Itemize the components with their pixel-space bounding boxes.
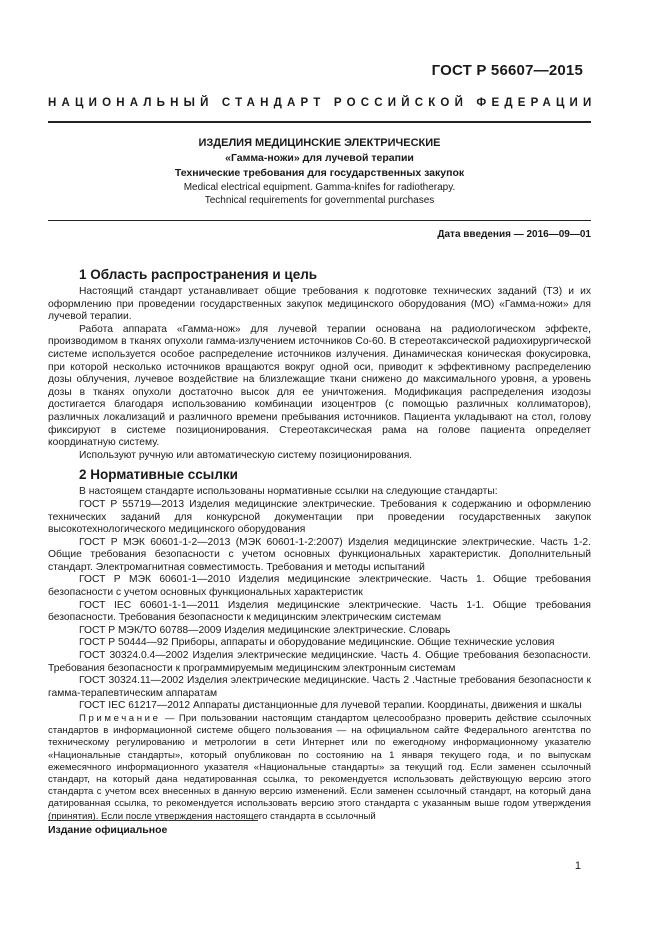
document-subtitle: «Гамма-ножи» для лучевой терапии	[225, 152, 414, 164]
reference-item: ГОСТ Р МЭК 60601-1-2—2013 (МЭК 60601-1-2:2007) Изделия медицинские электрические. Часть 1-2. Общие требования безопасности с учетом основных функциональных характеристик. Дополнительный стандарт. Электромагнитная совместимость. Требования и методы испытаний	[48, 536, 591, 573]
document-requirements-title: Технические требования для государственных закупок	[174, 167, 465, 179]
reference-item: ГОСТ Р 50444—92 Приборы, аппараты и оборудование медицинские. Общие технические условия	[79, 637, 555, 649]
title-rule	[48, 220, 591, 221]
note-label: Примечание	[79, 713, 161, 724]
english-title-line-2: Technical requirements for governmental purchases	[204, 195, 435, 206]
title-block	[48, 136, 591, 207]
reference-item: ГОСТ Р 55719—2013 Изделия медицинские электрические. Требования к содержанию и оформлению технических заданий для конкурсной документации при проведении государственных закупок высокотехнологического медицинского оборудования	[48, 498, 591, 536]
footer-rule	[48, 820, 258, 821]
paragraph: В настоящем стандарте использованы нормативные ссылки на следующие стандарты:	[79, 486, 498, 498]
standard-number: ГОСТ Р 56607—2015	[431, 62, 583, 79]
document-body	[48, 262, 591, 823]
national-standard-banner: НАЦИОНАЛЬНЫЙ СТАНДАРТ РОССИЙСКОЙ ФЕДЕРАЦИИ	[48, 97, 597, 109]
note-text: — При пользовании настоящим стандартом целесообразно проверить действие ссылочных стандартов в информационной системе общего пользования — на официальном сайте Федерального агентства по техническому регулированию и метрологии в сети Интернет или по ежегодному информационному указателю «Национальные стандарты», который опубликован по состоянию на 1 января текущего года, и по выпускам ежемесячного информационного указателя «Национальные стандарты» за текущий год. Если заменен ссылочный стандарт, на который дана недатированная ссылка, то рекомендуется использовать действующую версию этого стандарта с учетом всех внесенных в данную версию изменений. Если заменен ссылочный стандарт, на который дана датированная ссылка, то рекомендуется использовать версию этого стандарта с указанным выше годом утверждения (принятия). Если после утверждения настоящего стандарта в ссылочный	[48, 713, 591, 822]
section-1-heading: 1 Область распространения и цель	[79, 267, 318, 282]
paragraph: Используют ручную или автоматическую систему позиционирования.	[79, 449, 413, 461]
introduction-date: Дата введения — 2016—09—01	[437, 229, 591, 240]
note-paragraph	[48, 713, 591, 823]
paragraph: Работа аппарата «Гамма-нож» для лучевой терапии основана на радиологическом эффекте, производимом в тканях опухоли гамма-излучением источников Co-60. В стереотаксической радиохирургической системе используется особое распределение источников излучения. Динамическая коническая фокусировка, при которой несколько источников вращаются вокруг одной оси, приводит к эффективному распределению дозы облучения, лучевое воздействие на близлежащие ткани снижено до максимального уровня, а уровень дозы в тканях опухоли достаточно высок для ее уничтожения. Модификация распределения изодозы достигается благодаря использованию комбинации изоцентров (с помощью различных коллиматоров), различных локализаций и различного времени пребывания источников. Пациента укладывают на стол, голову фиксируют в системе позиционирования. Стереотаксическая рама на голове пациента определяет координатную систему.	[48, 323, 591, 449]
reference-item: ГОСТ 30324.0.4—2002 Изделия электрические медицинские. Часть 4. Общие требования безопасности. Требования безопасности к программируемым медицинским электронным системам	[48, 650, 591, 674]
reference-item: ГОСТ Р МЭК 60601-1—2010 Изделия медицинские электрические. Часть 1. Общие требования безопасности с учетом основных функциональных характеристик	[48, 574, 591, 599]
section-2-heading: 2 Нормативные ссылки	[79, 467, 238, 483]
reference-item: ГОСТ IEC 60601-1-1—2011 Изделия медицинские электрические. Часть 1-1. Общие требования безопасности. Требования безопасности к медицинским электрическим системам	[48, 599, 591, 624]
edition-label: Издание официальное	[48, 824, 168, 836]
paragraph: Настоящий стандарт устанавливает общие требования к подготовке технических заданий (ТЗ) и их оформлению при проведении государственных закупок медицинского оборудования (МО) «Гамма-ножи» для лучевой терапии.	[48, 286, 591, 323]
page-number: 1	[574, 860, 581, 872]
reference-item: ГОСТ IEC 61217—2012 Аппараты дистанционные для лучевой терапии. Координаты, движения и шкалы	[79, 700, 582, 712]
reference-item: ГОСТ 30324.11—2002 Изделия электрические медицинские. Часть 2 .Частные требования безопасности к гамма-терапевтическим аппаратам	[48, 675, 591, 699]
document-title: ИЗДЕЛИЯ МЕДИЦИНСКИЕ ЭЛЕКТРИЧЕСКИЕ	[198, 137, 441, 149]
header-rule	[48, 121, 591, 123]
english-title-line-1: Medical electrical equipment. Gamma-knifes for radiotherapy.	[183, 182, 456, 193]
reference-item: ГОСТ Р МЭК/ТО 60788—2009 Изделия медицинские электрические. Словарь	[79, 624, 451, 636]
